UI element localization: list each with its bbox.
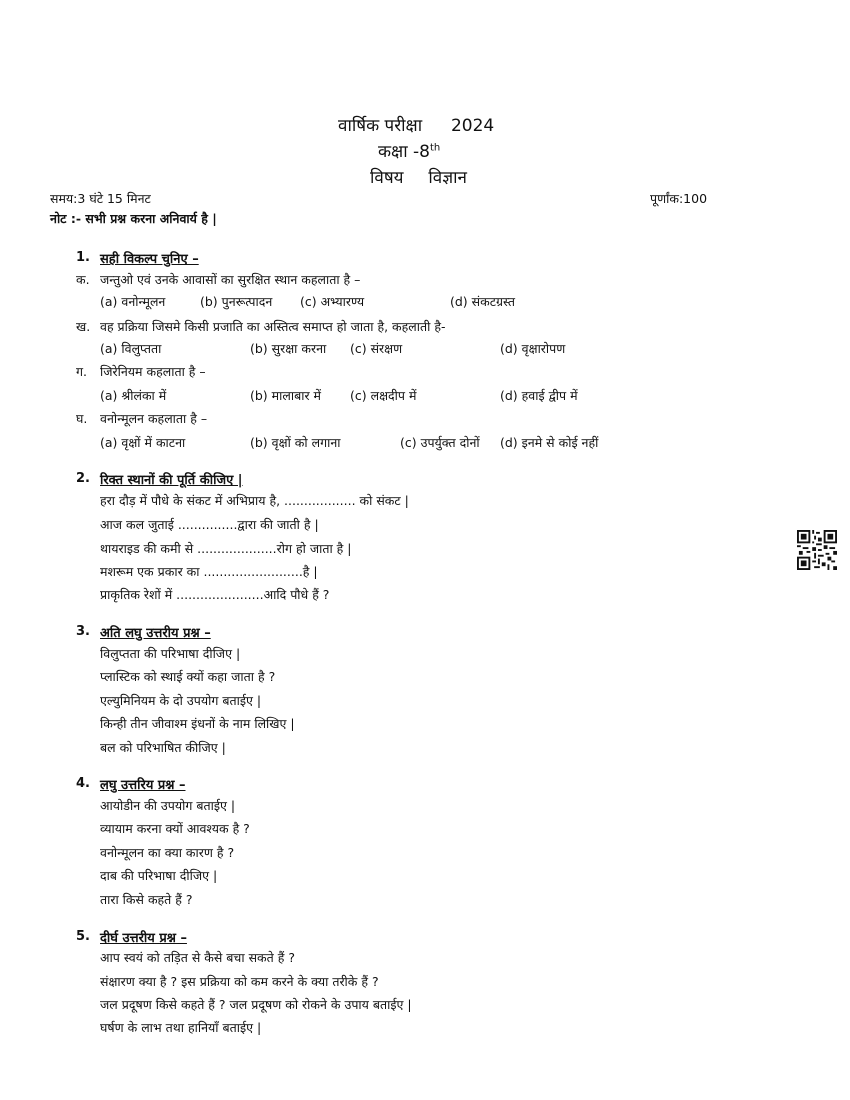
list-item: विलुप्तता की परिभाषा दीजिए | — [100, 646, 241, 661]
mcq-question: वह प्रक्रिया जिसमे किसी प्रजाति का अस्तित्व समाप्त हो जाता है, कहलाती है- — [100, 319, 446, 334]
mcq-option: (a) श्रीलंका में — [100, 388, 167, 403]
subject-name: विज्ञान — [428, 168, 467, 188]
mcq-option: (c) उपर्युक्त दोनों — [400, 435, 480, 450]
section-2-title: रिक्त स्थानों की पूर्ति कीजिए | — [100, 473, 243, 488]
list-item: व्यायाम करना क्यों आवश्यक है ? — [100, 821, 250, 836]
section-1-number: 1. — [76, 250, 90, 265]
mcq-option: (c) संरक्षण — [350, 341, 403, 356]
qr-code-icon — [797, 530, 837, 570]
list-item: एल्युमिनियम के दो उपयोग बताईए | — [100, 693, 262, 708]
list-item: प्राकृतिक रेशों में ......................आदि पौधे हैं ? — [100, 587, 330, 602]
mcq-option: (b) मालाबार में — [250, 388, 322, 403]
class-sup: th — [430, 142, 441, 154]
class-line — [378, 139, 440, 162]
section-3-number: 3. — [76, 624, 90, 639]
mcq-question: जिरेनियम कहलाता है – — [100, 364, 206, 379]
mcq-option: (a) विलुप्तता — [100, 341, 162, 356]
mcq-label: घ. — [76, 411, 88, 426]
list-item: थायराइड की कमी से ....................रोग हो जाता है | — [100, 541, 352, 556]
section-4-title: लघु उत्तरिय प्रश्न – — [100, 778, 186, 793]
subject-line — [370, 165, 467, 188]
mcq-label: ग. — [76, 364, 88, 379]
mcq-option: (d) वृक्षारोपण — [500, 341, 566, 356]
section-4-number: 4. — [76, 776, 90, 791]
mcq-option: (d) इनमे से कोई नहीं — [500, 435, 599, 450]
list-item: प्लास्टिक को स्थाई क्यों कहा जाता है ? — [100, 669, 276, 684]
list-item: किन्ही तीन जीवाश्म इंधनों के नाम लिखिए | — [100, 716, 295, 731]
mcq-option: (a) वृक्षों में काटना — [100, 435, 186, 450]
list-item: मशरूम एक प्रकार का .........................है | — [100, 564, 318, 579]
section-5-title: दीर्घ उत्तरीय प्रश्न – — [100, 931, 187, 946]
list-item: बल को परिभाषित कीजिए | — [100, 740, 226, 755]
mcq-option: (a) वनोन्मूलन — [100, 294, 166, 309]
mcq-label: क. — [76, 272, 90, 287]
list-item: आयोडीन की उपयोग बताईए | — [100, 798, 236, 813]
mcq-option: (b) वृक्षों को लगाना — [250, 435, 341, 450]
mcq-option: (c) लक्षदीप में — [350, 388, 417, 403]
mcq-option: (d) हवाई द्वीप में — [500, 388, 578, 403]
mcq-option: (b) सुरक्षा करना — [250, 341, 327, 356]
mcq-label: ख. — [76, 319, 91, 334]
list-item: दाब की परिभाषा दीजिए | — [100, 868, 218, 883]
list-item: जल प्रदूषण किसे कहते हैं ? जल प्रदूषण को रोकने के उपाय बताईए | — [100, 997, 412, 1012]
mcq-question: जन्तुओ एवं उनके आवासों का सुरक्षित स्थान कहलाता है – — [100, 272, 361, 287]
exam-name: वार्षिक परीक्षा — [338, 116, 423, 136]
time-allowed: समय:3 घंटे 15 मिनट — [50, 191, 151, 206]
section-5-number: 5. — [76, 929, 90, 944]
list-item: हरा दौड़ में पौधे के संकट में अभिप्राय है, .................. को संकट | — [100, 493, 409, 508]
list-item: तारा किसे कहते हैं ? — [100, 892, 193, 907]
list-item: संक्षारण क्या है ? इस प्रक्रिया को कम करने के क्या तरीके हैं ? — [100, 974, 379, 989]
list-item: आप स्वयं को तड़ित से कैसे बचा सकते हैं ? — [100, 950, 295, 965]
section-2-number: 2. — [76, 471, 90, 486]
mcq-option: (c) अभ्यारण्य — [300, 294, 365, 309]
section-1-title: सही विकल्प चुनिए – — [100, 252, 199, 267]
list-item: आज कल जुताई ...............द्वारा की जाती है | — [100, 517, 319, 532]
mcq-question: वनोन्मूलन कहलाता है – — [100, 411, 208, 426]
instruction-note: नोट :- सभी प्रश्न करना अनिवार्य है | — [50, 211, 217, 226]
subject-label: विषय — [370, 168, 404, 188]
list-item: घर्षण के लाभ तथा हानियाँ बताईए | — [100, 1020, 262, 1035]
list-item: वनोन्मूलन का क्या कारण है ? — [100, 845, 235, 860]
mcq-option: (d) संकटग्रस्त — [450, 294, 516, 309]
section-3-title: अति लघु उत्तरीय प्रश्न – — [100, 626, 211, 641]
class-label: कक्षा -8 — [378, 142, 431, 162]
exam-year: 2024 — [450, 116, 495, 136]
mcq-option: (b) पुनरूत्पादन — [200, 294, 273, 309]
exam-title — [338, 113, 494, 136]
max-marks: पूर्णांक:100 — [650, 191, 708, 206]
